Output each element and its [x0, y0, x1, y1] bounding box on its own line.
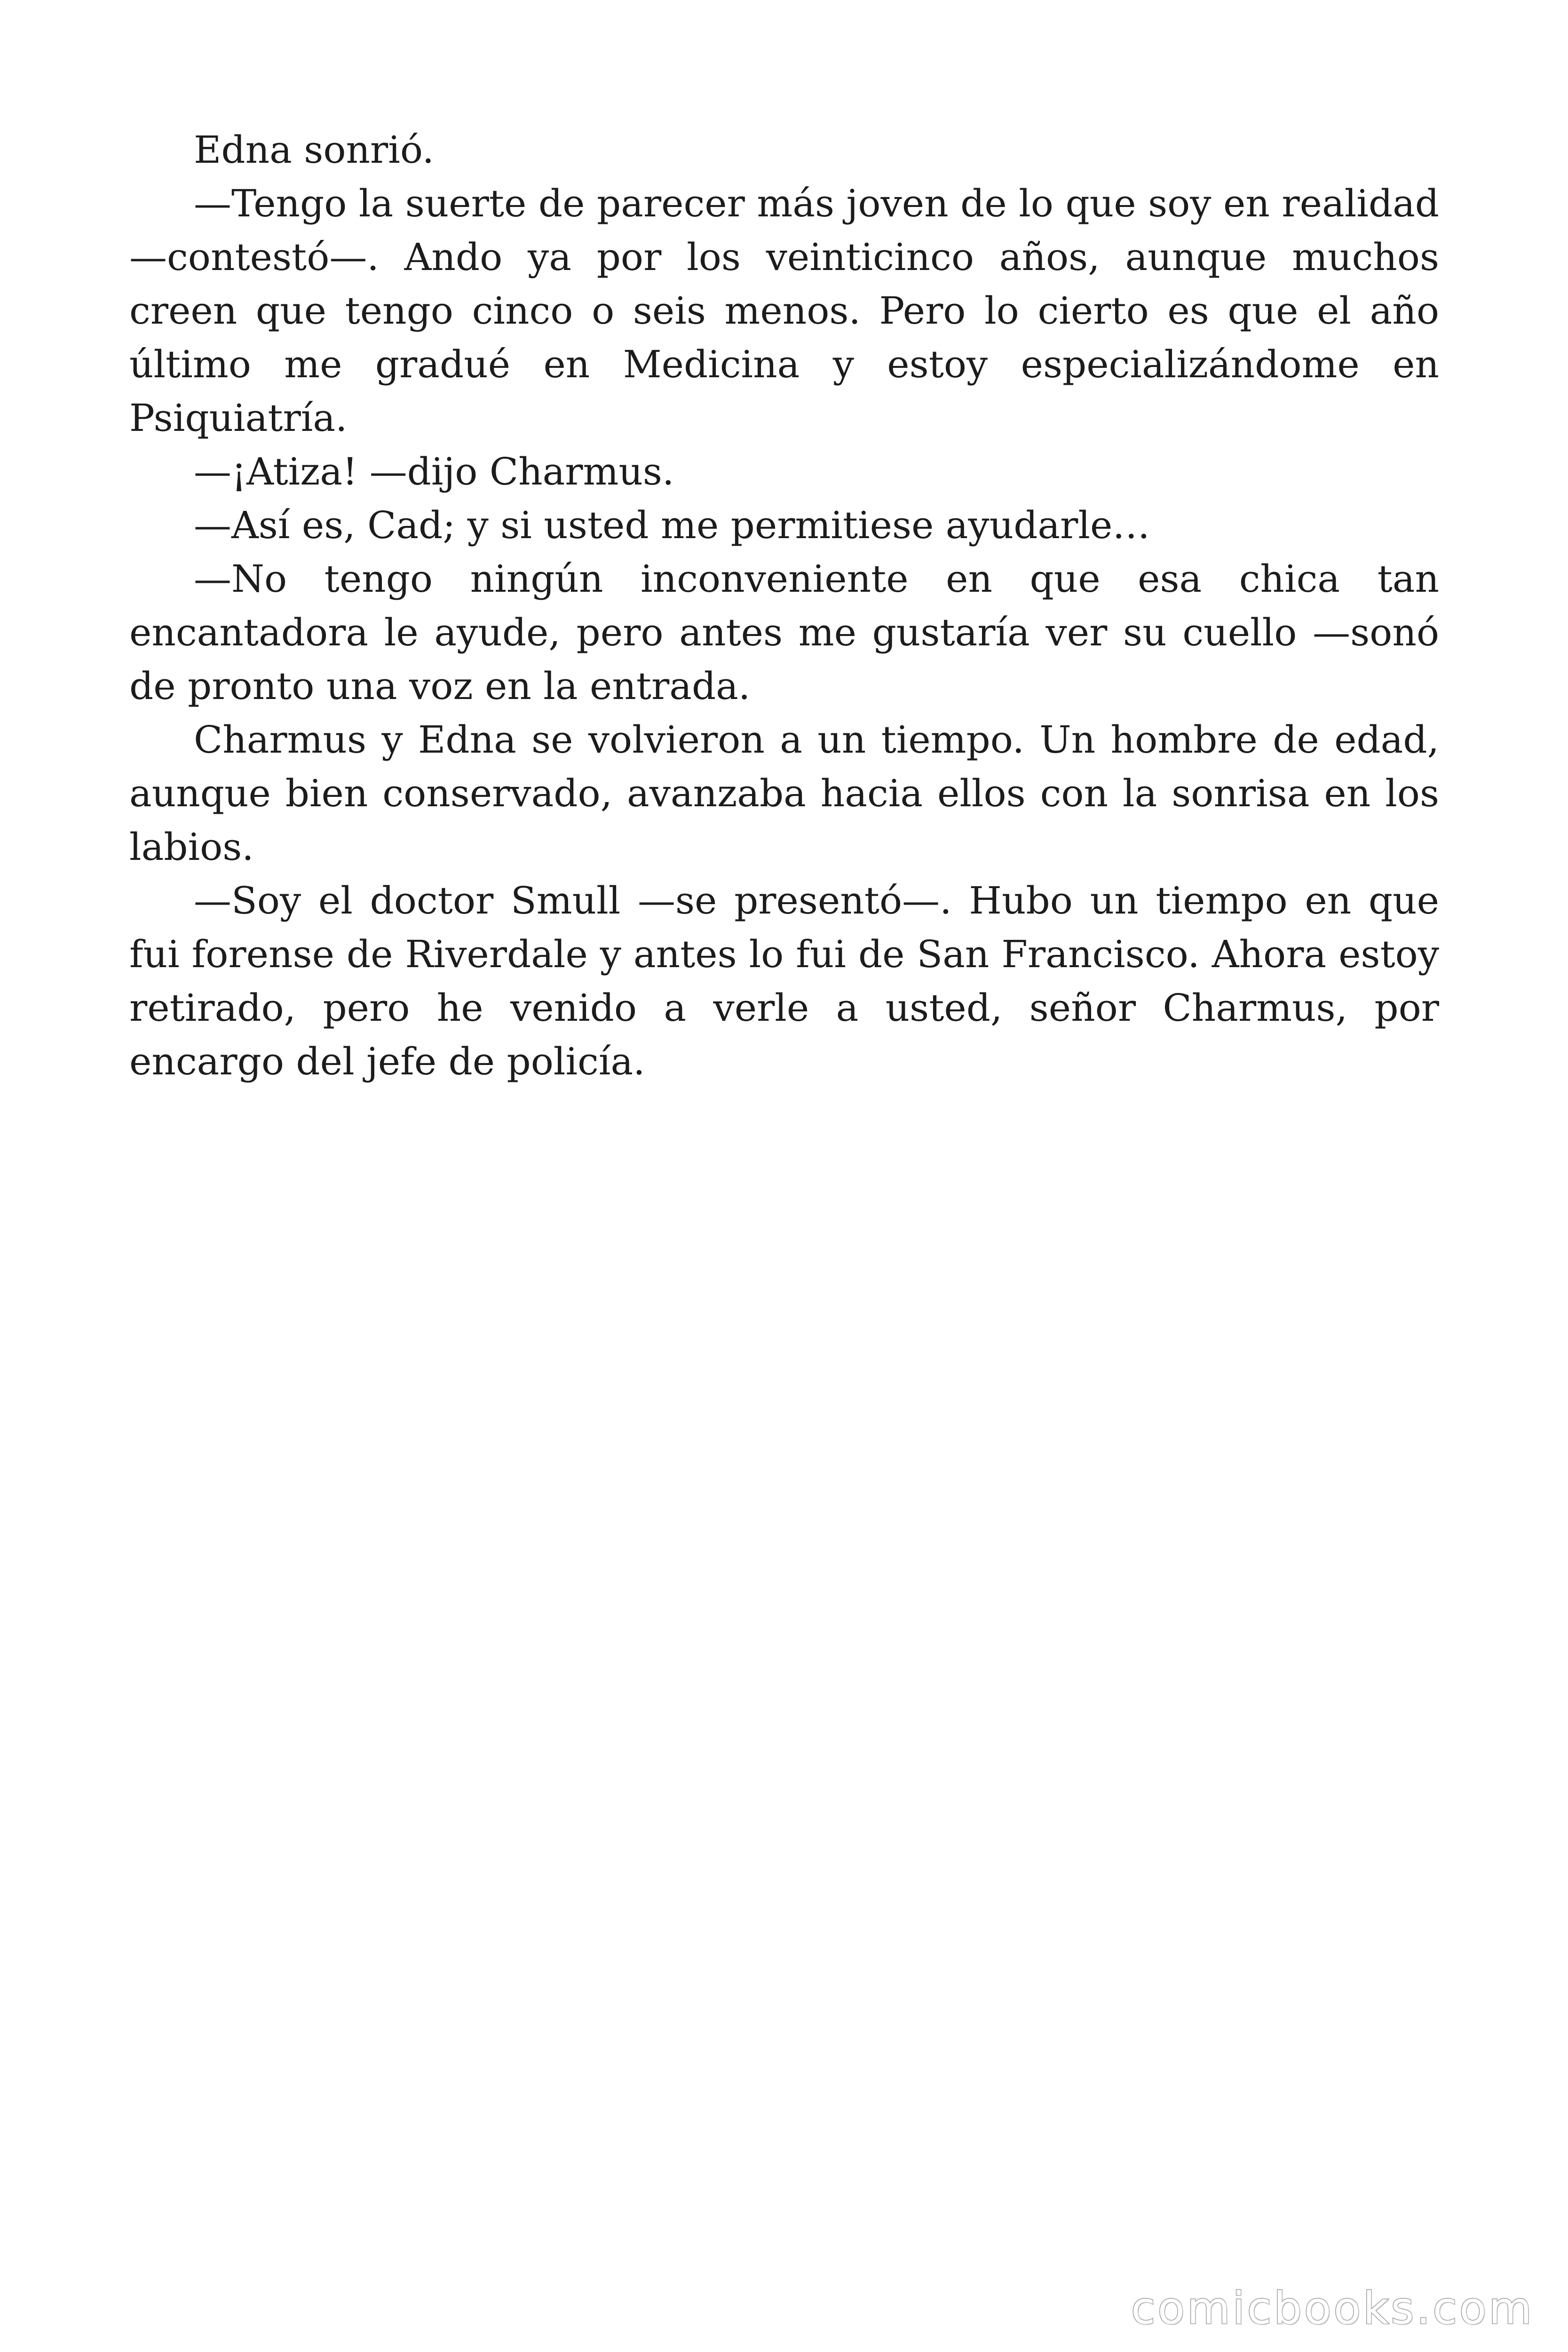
watermark: comicbooks.com: [1131, 2283, 1534, 2334]
paragraph: —No tengo ningún inconveniente en que esa chica tan encantadora le ayude, pero antes me gustaría ver su cuello —sonó de pronto una voz en la entrada.: [129, 557, 1439, 708]
paragraph: Charmus y Edna se volvieron a un tiempo. Un hombre de edad, aunque bien conservado, avanzaba hacia ellos con la sonrisa en los labios.: [129, 718, 1439, 869]
paragraph: Edna sonrió.: [194, 128, 435, 172]
paragraph: —Tengo la suerte de parecer más joven de lo que soy en realidad —contestó—. Ando ya por los veinticinco años, aunque muchos creen que tengo cinco o seis menos. Pero lo cierto es que el año último me gradué en Medicina y estoy especializándome en Psiquiatría.: [129, 182, 1439, 440]
paragraph: —Soy el doctor Smull —se presentó—. Hubo un tiempo en que fui forense de Riverdale y antes lo fui de San Francisco. Ahora estoy retirado, pero he venido a verle a usted, señor Charmus, por encargo del jefe de policía.: [129, 879, 1439, 1083]
body-text: [129, 123, 1439, 1089]
paragraph: —Así es, Cad; y si usted me permitiese ayudarle…: [194, 503, 1150, 547]
paragraph: —¡Atiza! —dijo Charmus.: [194, 450, 674, 493]
